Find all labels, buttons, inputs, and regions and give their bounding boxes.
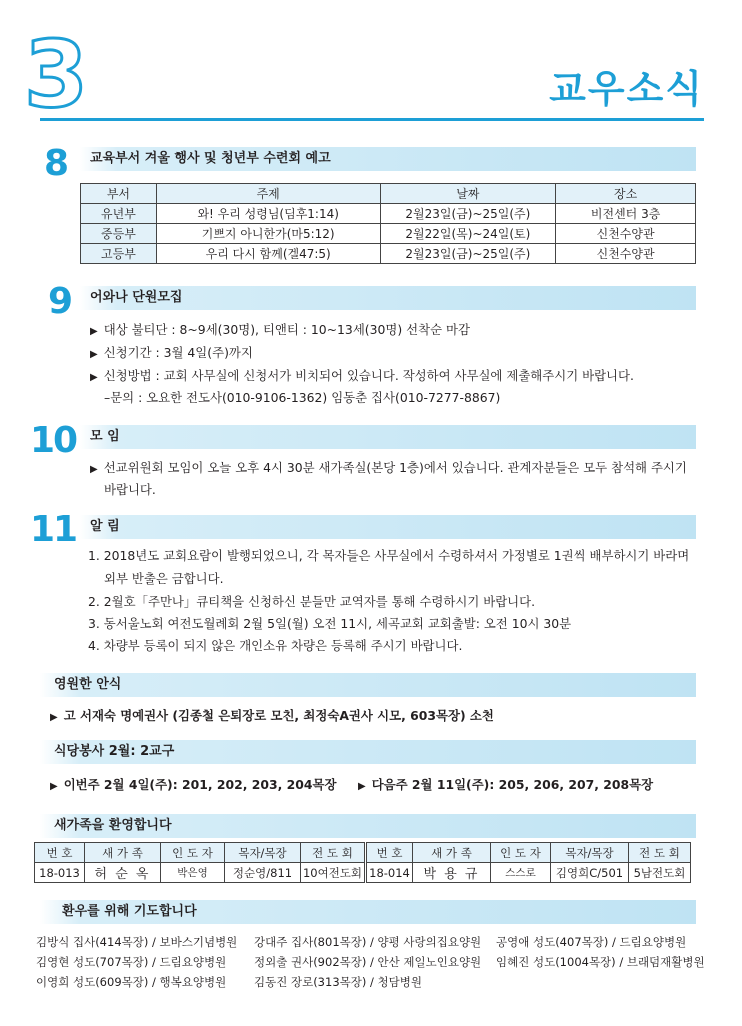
column-header: 주제	[156, 184, 380, 204]
table-row	[81, 224, 696, 244]
column-header: 전 도 회	[629, 843, 691, 863]
section-8-title: 교육부서 겨울 행사 및 청년부 수련회 예고	[80, 147, 696, 171]
table-cell: 2월22일(목)~24일(토)	[380, 224, 556, 244]
meeting-line-1: ▶ 선교위원회 모임이 오늘 오후 4시 30분 새가족실(본당 1층)에서 있습니다. 관계자분들은 모두 참석해 주시기	[90, 458, 687, 480]
table-cell: 박은영	[161, 863, 225, 883]
table-header-row	[81, 184, 696, 204]
list-item: 강대주 집사(801목장) / 양평 사랑의집요양원	[254, 935, 482, 949]
list-item: 임혜진 성도(1004목장) / 브래덤재활병원	[496, 955, 705, 969]
column-header: 부서	[81, 184, 157, 204]
table-row	[367, 863, 691, 883]
table-row	[81, 204, 696, 224]
list-item: 정외출 권사(902목장) / 안산 제일노인요양원	[254, 955, 482, 969]
table-cell: 비전센터 3층	[556, 204, 696, 224]
list-item: 김방식 집사(414목장) / 보바스기념병원	[36, 935, 238, 949]
column-header: 인 도 자	[161, 843, 225, 863]
repose-line: ▶ 고 서재숙 명예권사 (김종철 은퇴장로 모친, 최정숙A권사 시모, 603목장) 소천	[50, 706, 494, 728]
column-header: 날짜	[380, 184, 556, 204]
recruit-method: ▶ 신청방법 : 교회 사무실에 신청서가 비치되어 있습니다. 작성하여 사무실에 제출해주시기 바랍니다.	[90, 366, 634, 388]
list-item: 이영희 성도(609목장) / 행복요양병원	[36, 975, 227, 989]
prayer-col-3	[496, 932, 705, 972]
column-header: 인 도 자	[491, 843, 551, 863]
table-cell: 기쁘지 아니한가(마5:12)	[156, 224, 380, 244]
section-8-number: 8	[44, 143, 68, 184]
table-row	[35, 863, 365, 883]
list-item: 김영현 성도(707목장) / 드림요양병원	[36, 955, 227, 969]
column-header: 전 도 회	[301, 843, 365, 863]
kitchen-this-week: ▶ 이번주 2월 4일(주): 201, 202, 203, 204목장	[50, 775, 336, 797]
table-cell: 정순영/811	[225, 863, 301, 883]
page-number-graphic	[22, 26, 102, 112]
page-title: 교우소식	[549, 67, 704, 111]
page-number: 3	[24, 26, 89, 112]
table-cell: 박 용 규	[413, 863, 491, 883]
table-header-row	[367, 843, 691, 863]
table-cell: 신천수양관	[556, 224, 696, 244]
table-cell: 중등부	[81, 224, 157, 244]
kitchen-title: 식당봉사 2월: 2교구	[40, 740, 696, 764]
section-10-title: 모 임	[80, 425, 696, 449]
table-header-row	[35, 843, 365, 863]
table-cell: 허 순 옥	[85, 863, 161, 883]
column-header: 새 가 족	[413, 843, 491, 863]
welcome-title: 새가족을 환영합니다	[40, 814, 696, 838]
table-cell: 신천수양관	[556, 244, 696, 264]
column-header: 목자/목장	[551, 843, 629, 863]
repose-title: 영원한 안식	[40, 673, 696, 697]
welcome-table-right	[366, 842, 691, 883]
notice-item-3: 3. 동서울노회 여전도월례회 2월 5일(월) 오전 11시, 세곡교회 교회출발: 오전 10시 30분	[88, 616, 572, 631]
prayer-col-2	[254, 932, 481, 992]
kitchen-next-week: ▶ 다음주 2월 11일(주): 205, 206, 207, 208목장	[358, 775, 653, 797]
notice-item-4: 4. 차량부 등록이 되지 않은 개인소유 차량은 등록해 주시기 바랍니다.	[88, 638, 463, 653]
recruit-target: ▶ 대상 불티단 : 8~9세(30명), 티앤티 : 10~13세(30명) 선착순 마감	[90, 320, 470, 342]
section-9-title: 어와나 단원모집	[80, 286, 696, 310]
table-cell: 고등부	[81, 244, 157, 264]
table-cell: 유년부	[81, 204, 157, 224]
table-cell: 18-013	[35, 863, 85, 883]
table-cell: 스스로	[491, 863, 551, 883]
list-item: 공영애 성도(407목장) / 드림요양병원	[496, 935, 687, 949]
header-divider	[40, 118, 704, 121]
notice-item-1: 1. 2018년도 교회요람이 발행되었으니, 각 목자들은 사무실에서 수령하셔서 가정별로 1권씩 배부하시기 바라며	[88, 548, 690, 563]
table-cell: 와! 우리 성령님(딤후1:14)	[156, 204, 380, 224]
table-cell: 우리 다시 함께(겔47:5)	[156, 244, 380, 264]
notice-item-1-cont: 외부 반출은 금합니다.	[104, 571, 224, 586]
table-cell: 5남전도회	[629, 863, 691, 883]
column-header: 번 호	[35, 843, 85, 863]
section-11-number: 11	[30, 509, 77, 550]
notice-item-2: 2. 2월호「주만나」큐티책을 신청하신 분들만 교역자를 통해 수령하시기 바랍니다.	[88, 594, 536, 609]
recruit-contact: –문의 : 오요한 전도사(010-9106-1362) 임동춘 집사(010-7277-8867)	[104, 390, 501, 405]
list-item: 김동진 장로(313목장) / 청담병원	[254, 975, 422, 989]
event-schedule-table	[80, 183, 696, 264]
section-9-number: 9	[48, 281, 72, 322]
column-header: 번 호	[367, 843, 413, 863]
section-10-number: 10	[30, 420, 77, 461]
column-header: 장소	[556, 184, 696, 204]
prayer-title: 환우를 위해 기도합니다	[40, 900, 696, 924]
column-header: 새 가 족	[85, 843, 161, 863]
table-cell: 10여전도회	[301, 863, 365, 883]
recruit-period: ▶ 신청기간 : 3월 4일(주)까지	[90, 343, 253, 365]
table-cell: 김영희C/501	[551, 863, 629, 883]
column-header: 목자/목장	[225, 843, 301, 863]
prayer-col-1	[36, 932, 237, 992]
welcome-table-left	[34, 842, 365, 883]
table-cell: 18-014	[367, 863, 413, 883]
table-cell: 2월23일(금)~25일(주)	[380, 244, 556, 264]
meeting-line-2: 바랍니다.	[104, 482, 156, 497]
table-row	[81, 244, 696, 264]
table-cell: 2월23일(금)~25일(주)	[380, 204, 556, 224]
section-11-title: 알 림	[80, 515, 696, 539]
